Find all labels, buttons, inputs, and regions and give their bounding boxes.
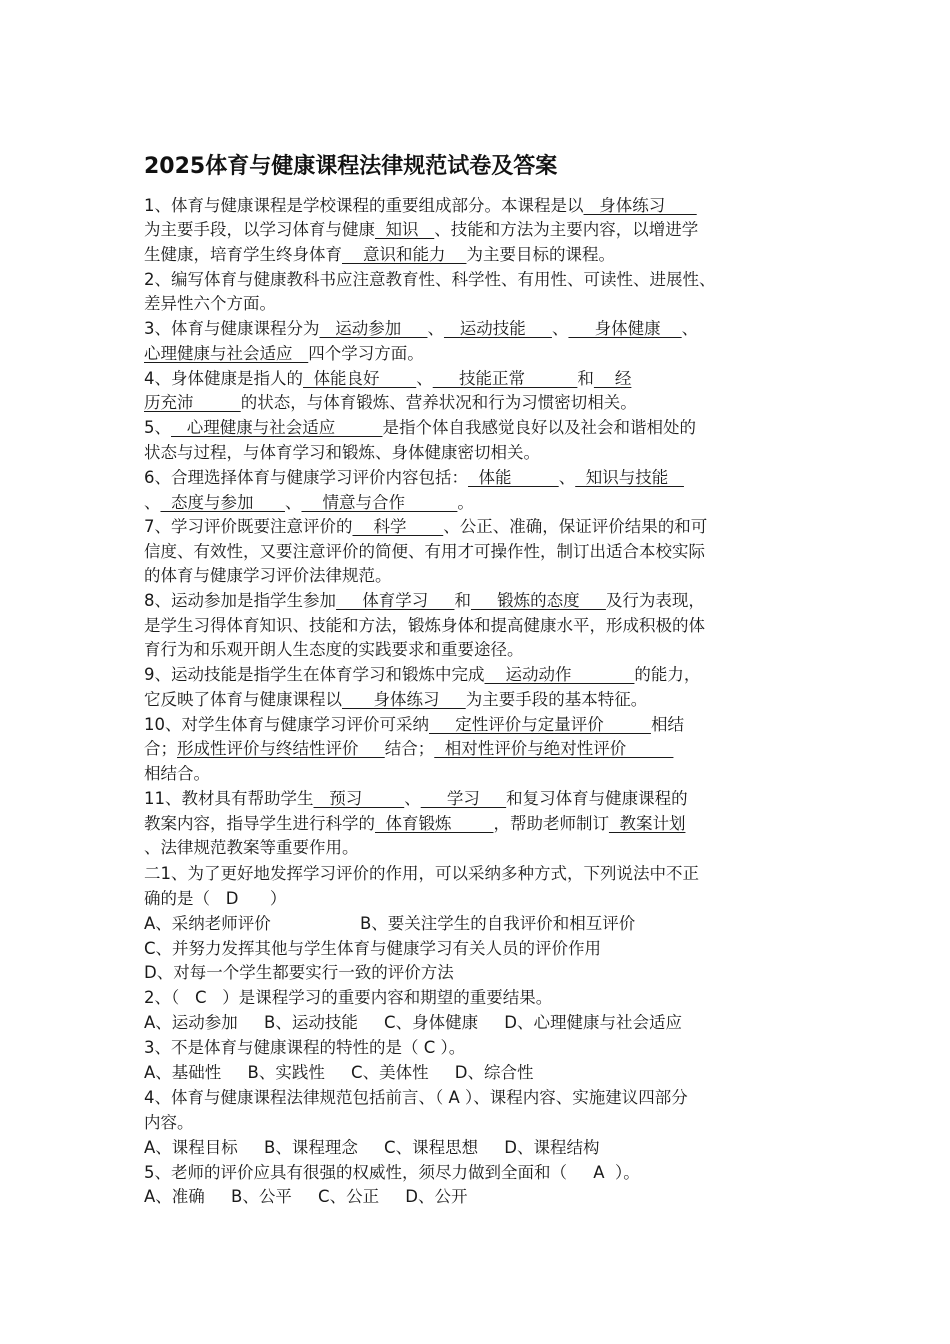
- text-segment: 二1、为了更好地发挥学习评价的作用，可以采纳多种方式，下列说法中不正: [144, 864, 699, 883]
- answer-blank: 运动动作: [484, 665, 635, 684]
- answer-blank: 学习: [420, 789, 507, 808]
- page-title: 2025体育与健康课程法律规范试卷及答案: [144, 154, 558, 179]
- text-segment: 6、合理选择体育与健康学习评价内容包括：: [144, 468, 468, 487]
- text-segment: C、并努力发挥其他与学生体育与健康学习有关人员的评价作用: [144, 939, 602, 958]
- text-segment: 它反映了体育与健康课程以: [144, 690, 342, 709]
- text-line: [144, 811, 685, 836]
- text-line: [144, 886, 286, 911]
- text-line: [144, 687, 647, 712]
- text-line: [144, 613, 705, 638]
- text-segment: 9、运动技能是指学生在体育学习和锻炼中完成: [144, 665, 485, 684]
- text-line: [144, 588, 705, 613]
- text-line: [144, 291, 276, 316]
- text-segment: A、基础性 B、实践性 C、美体性 D、综合性: [144, 1063, 534, 1082]
- text-segment: 是指个体自我感觉良好以及社会和谐相处的: [382, 418, 696, 437]
- answer-blank: 体育锻炼: [375, 814, 494, 833]
- text-line: [144, 1135, 600, 1160]
- text-line: [144, 440, 540, 465]
- text-segment: A、运动参加 B、运动技能 C、身体健康 D、心理健康与社会适应: [144, 1013, 683, 1032]
- answer-blank: 知识: [375, 220, 435, 239]
- text-segment: 、公正、准确，保证评价结果的和可: [443, 517, 708, 536]
- text-segment: 7、学习评价既要注意评价的: [144, 517, 353, 536]
- text-line: [144, 366, 631, 391]
- text-segment: 、法律规范教案等重要作用。: [144, 838, 359, 857]
- text-segment: 教案内容，指导学生进行科学的: [144, 814, 375, 833]
- text-line: [144, 835, 359, 860]
- text-segment: 8、运动参加是指学生参加: [144, 591, 336, 610]
- answer-blank: 历充沛: [144, 393, 241, 412]
- text-line: [144, 563, 392, 588]
- text-segment: 的能力，: [634, 665, 701, 684]
- text-segment: 为主要目标的课程。: [466, 245, 615, 264]
- text-segment: 和: [577, 369, 594, 388]
- text-segment: 、: [416, 369, 433, 388]
- answer-blank: 形成性评价与终结性评价: [177, 739, 385, 758]
- answer-blank: 意识和能力: [342, 245, 467, 264]
- text-segment: 育行为和乐观开朗人生态度的实践要求和重要途径。: [144, 640, 524, 659]
- text-line: [144, 861, 699, 886]
- text-segment: 1、体育与健康课程是学校课程的重要组成部分。本课程是以: [144, 196, 584, 215]
- text-line: [144, 1060, 534, 1085]
- text-segment: 4、体育与健康课程法律规范包括前言、（ A ）、课程内容、实施建议四部分: [144, 1088, 688, 1107]
- text-line: [144, 960, 454, 985]
- answer-blank: 科学: [352, 517, 444, 536]
- text-line: [144, 911, 635, 936]
- text-segment: 的体育与健康学习评价法律规范。: [144, 566, 392, 585]
- text-segment: 10、对学生体育与健康学习评价可采纳: [144, 715, 429, 734]
- text-segment: 为主要手段，以学习体育与健康: [144, 220, 375, 239]
- text-segment: A、采纳老师评价 B、要关注学生的自我评价和相互评价: [144, 914, 636, 933]
- answer-blank: 预习: [313, 789, 405, 808]
- answer-blank: 心理健康与社会适应: [144, 344, 309, 363]
- text-segment: A、课程目标 B、课程理念 C、课程思想 D、课程结构: [144, 1138, 600, 1157]
- answer-blank: 技能正常: [432, 369, 578, 388]
- text-segment: 、: [551, 319, 569, 338]
- text-segment: 结合；: [384, 739, 435, 758]
- text-segment: 2、编写体育与健康教科书应注意教育性、科学性、有用性、可读性、进展性、: [144, 270, 716, 289]
- text-line: [144, 341, 424, 366]
- text-line: [144, 985, 552, 1010]
- text-segment: 、: [681, 319, 699, 338]
- text-line: [144, 1184, 468, 1209]
- text-segment: 状态与过程，与体育学习和锻炼、身体健康密切相关。: [144, 443, 540, 462]
- text-line: [144, 193, 697, 218]
- text-line: [144, 786, 688, 811]
- answer-blank: 体育学习: [336, 591, 455, 610]
- text-segment: 、: [144, 493, 161, 512]
- text-segment: ，帮助老师制订: [493, 814, 609, 833]
- text-segment: 信度、有效性，又要注意评价的简便、有用才可操作性，制订出适合本校实际: [144, 542, 705, 561]
- text-line: [144, 736, 673, 761]
- text-segment: 的状态，与体育锻炼、营养状况和行为习惯密切相关。: [240, 393, 637, 412]
- text-segment: 是学生习得体育知识、技能和方法，锻炼身体和提高健康水平，形成积极的体: [144, 616, 705, 635]
- text-segment: 生健康，培育学生终身体育: [144, 245, 342, 264]
- text-segment: 5、: [144, 418, 171, 437]
- text-segment: 、: [284, 493, 302, 512]
- answer-blank: 定性评价与定量评价: [429, 715, 651, 734]
- text-segment: 。: [457, 493, 474, 512]
- text-line: [144, 662, 700, 687]
- text-segment: 11、教材具有帮助学生: [144, 789, 314, 808]
- text-segment: D、对每一个学生都要实行一致的评价方法: [144, 963, 454, 982]
- answer-blank: 体能良好: [303, 369, 417, 388]
- text-line: [144, 267, 716, 292]
- text-segment: 及行为表现，: [605, 591, 705, 610]
- text-line: [144, 936, 601, 961]
- answer-blank: 心理健康与社会适应: [171, 418, 383, 437]
- text-line: [144, 1010, 682, 1035]
- text-line: [144, 316, 698, 341]
- text-line: [144, 1085, 688, 1110]
- text-line: [144, 637, 524, 662]
- text-line: [144, 465, 684, 490]
- text-line: [144, 490, 474, 515]
- answer-blank: 运动参加: [319, 319, 428, 338]
- text-line: [144, 712, 684, 737]
- text-segment: 3、体育与健康课程分为: [144, 319, 320, 338]
- text-segment: 3、不是体育与健康课程的特性的是（ C ）。: [144, 1038, 466, 1057]
- text-segment: 合；: [144, 739, 177, 758]
- text-line: [144, 1160, 640, 1185]
- text-segment: 四个学习方面。: [308, 344, 424, 363]
- text-segment: 5、老师的评价应具有很强的权威性，须尽力做到全面和（ A ）。: [144, 1163, 640, 1182]
- text-segment: 内容。: [144, 1113, 194, 1132]
- text-segment: 4、身体健康是指人的: [144, 369, 303, 388]
- text-segment: 差异性六个方面。: [144, 294, 276, 313]
- answer-blank: 知识与技能: [575, 468, 684, 487]
- text-line: [144, 217, 698, 242]
- answer-blank: 教案计划: [608, 814, 686, 833]
- text-segment: 相结: [650, 715, 684, 734]
- answer-blank: 相对性评价与绝对性评价: [434, 739, 674, 758]
- answer-blank: 情意与合作: [301, 493, 458, 512]
- text-segment: 、: [404, 789, 421, 808]
- answer-blank: 体能: [468, 468, 559, 487]
- text-segment: 、: [558, 468, 576, 487]
- text-line: [144, 390, 637, 415]
- answer-blank: 身体练习: [342, 690, 466, 709]
- answer-blank: 身体健康: [568, 319, 682, 338]
- answer-blank: 运动技能: [443, 319, 552, 338]
- text-line: [144, 539, 705, 564]
- answer-blank: 身体练习: [583, 196, 697, 215]
- text-segment: 为主要手段的基本特征。: [465, 690, 648, 709]
- text-segment: 确的是（ D ）: [144, 889, 287, 908]
- answer-blank: 态度与参加: [160, 493, 285, 512]
- answer-blank: 经: [593, 369, 632, 388]
- text-line: [144, 1110, 194, 1135]
- text-segment: 2、（ C ）是课程学习的重要内容和期望的重要结果。: [144, 988, 553, 1007]
- text-line: [144, 415, 696, 440]
- text-segment: 、: [427, 319, 444, 338]
- text-line: [144, 761, 210, 786]
- text-line: [144, 1035, 465, 1060]
- text-segment: 和复习体育与健康课程的: [506, 789, 688, 808]
- text-segment: 相结合。: [144, 764, 210, 783]
- text-segment: A、准确 B、公平 C、公正 D、公开: [144, 1187, 468, 1206]
- answer-blank: 锻炼的态度: [470, 591, 606, 610]
- text-segment: 、技能和方法为主要内容，以增进学: [434, 220, 699, 239]
- text-line: [144, 514, 707, 539]
- text-segment: 和: [454, 591, 471, 610]
- text-line: [144, 242, 615, 267]
